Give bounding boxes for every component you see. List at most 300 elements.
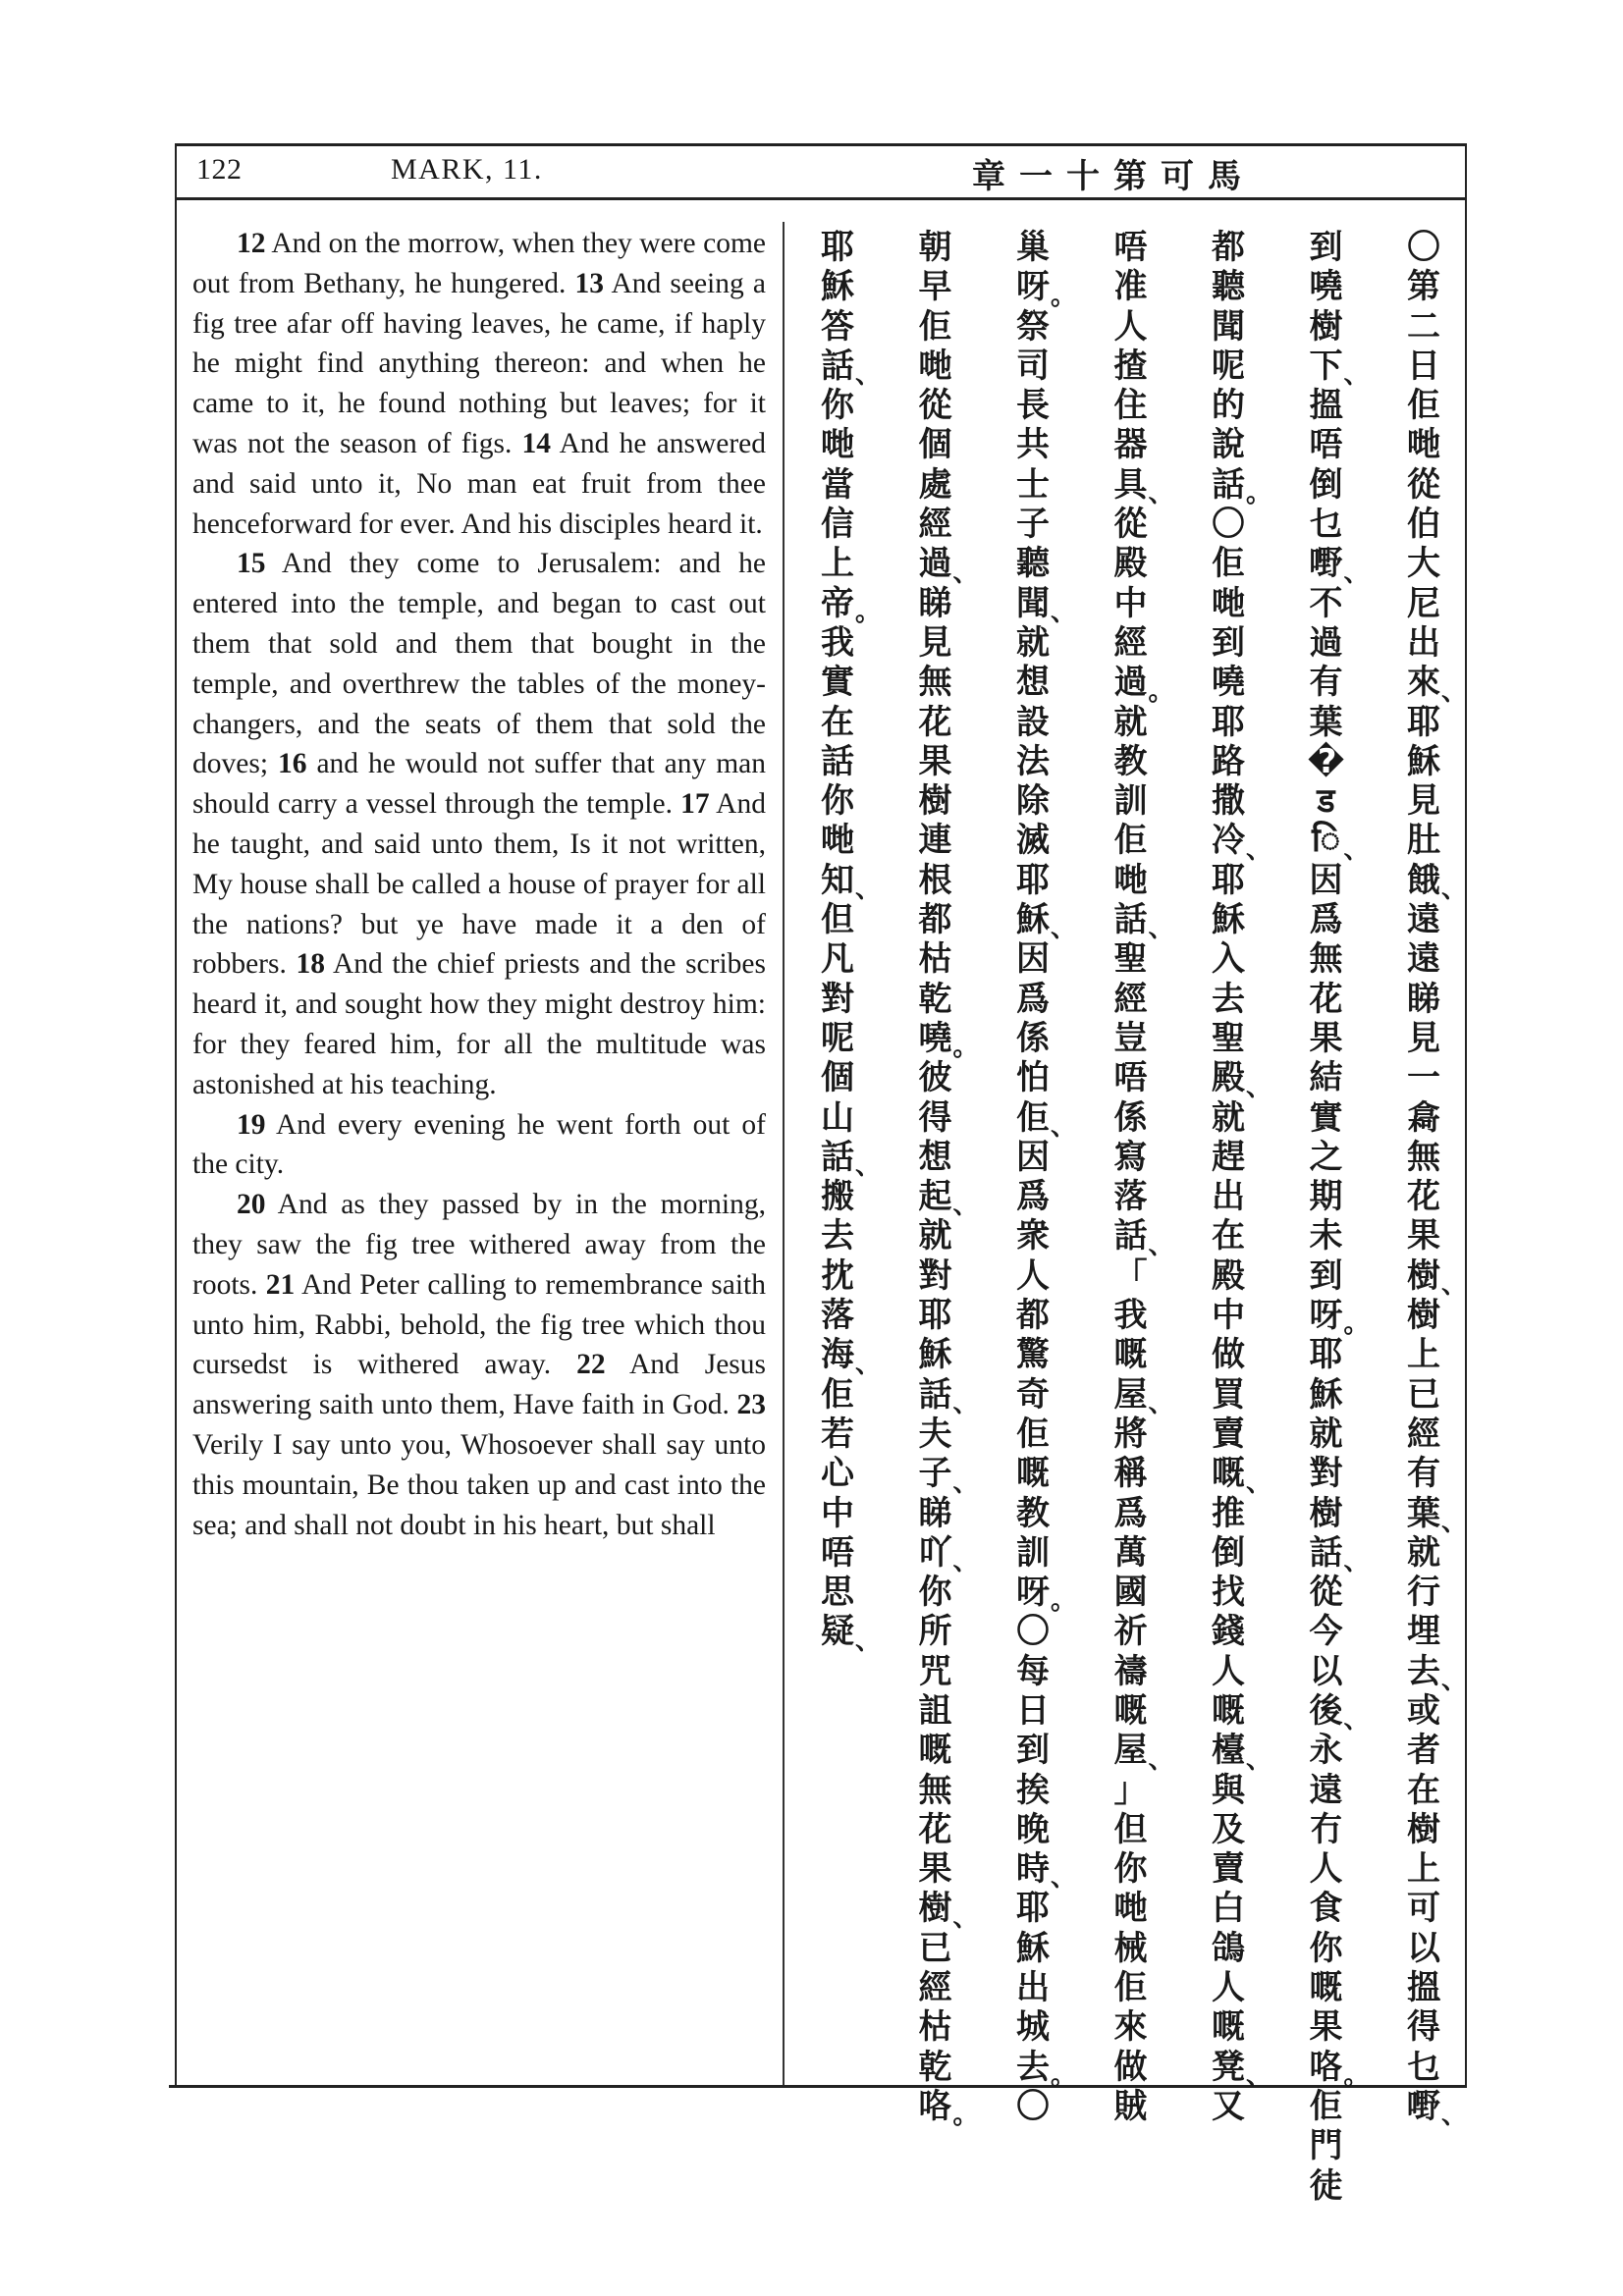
chinese-character: 子 、 xyxy=(918,1454,979,1498)
chinese-character: 去 、 xyxy=(1407,1651,1468,1695)
chinese-character: 果 xyxy=(918,741,952,781)
punctuation-mark: 、 xyxy=(1051,1111,1077,1142)
chinese-character: 彼 xyxy=(918,1058,952,1098)
chinese-character: 有 xyxy=(1309,663,1343,703)
chinese-character: 第 xyxy=(1407,267,1440,307)
chinese-character: 耶 xyxy=(1407,702,1440,742)
chinese-character: 除 xyxy=(1016,781,1050,822)
chinese-character: 朝 xyxy=(918,228,952,267)
chinese-character: 將 xyxy=(1113,1414,1148,1454)
chinese-character: 但 xyxy=(1113,1809,1148,1849)
chinese-character: 思 xyxy=(821,1573,854,1613)
chinese-character: 結 xyxy=(1309,1058,1343,1098)
chinese-character: 搵 xyxy=(1309,386,1343,426)
chinese-character: 因 xyxy=(1016,939,1050,980)
chinese-character: 耶 xyxy=(821,228,854,267)
punctuation-mark: 、 xyxy=(855,360,882,391)
chinese-character: 趕 xyxy=(1212,1137,1245,1177)
verse-number: 14 xyxy=(521,427,552,459)
chinese-character: 揸 xyxy=(1113,346,1148,386)
punctuation-mark: 、 xyxy=(952,1468,979,1498)
chinese-character: 有 xyxy=(1407,1454,1440,1494)
chinese-character: 在 xyxy=(1407,1770,1440,1810)
chinese-character: 當 xyxy=(821,464,854,505)
chinese-character: 之 xyxy=(1309,1137,1343,1177)
chinese-character: 門 xyxy=(1309,2126,1343,2166)
chinese-character: 話 、 xyxy=(821,346,882,391)
chinese-column xyxy=(1111,228,1174,2126)
verse-text: And he answered and said unto it, No man eat fruit from thee henceforward for ever. And his disciples heard it. xyxy=(192,427,766,540)
chinese-character: 又 xyxy=(1212,2086,1245,2126)
chinese-character: 豈 xyxy=(1113,1018,1148,1058)
verse-text: And he taught, and said unto them, Is it not written, My house shall be called a house of prayer for all the nations? but ye have made it a den of robbers. xyxy=(192,788,766,981)
punctuation-mark: 、 xyxy=(1343,558,1370,588)
chinese-character: 起 、 xyxy=(918,1177,979,1221)
punctuation-mark: 。 xyxy=(952,1033,979,1063)
chinese-character: 聽 xyxy=(1016,544,1050,584)
chinese-character: 耶 xyxy=(1309,1335,1343,1375)
english-paragraph xyxy=(192,224,766,544)
chinese-character: 穌 、 xyxy=(1016,900,1077,944)
chinese-character: 抌 xyxy=(821,1255,854,1296)
chinese-character: 凡 xyxy=(821,939,854,980)
chinese-character: 衆 xyxy=(1016,1216,1050,1256)
chinese-character: 永 xyxy=(1309,1731,1343,1771)
chinese-character: 「 xyxy=(1113,1255,1148,1296)
chinese-character: 訓 xyxy=(1016,1532,1050,1573)
chinese-character: 耶 xyxy=(1016,860,1050,900)
chinese-character: 過 、 xyxy=(918,544,979,588)
chinese-character: 從 xyxy=(1113,505,1148,545)
chinese-character: 教 xyxy=(1113,741,1148,781)
chinese-character: 經 xyxy=(1113,979,1148,1019)
chinese-character: 上 xyxy=(821,544,854,584)
chinese-character: 賣 xyxy=(1212,1849,1245,1890)
chinese-character: 搬 xyxy=(821,1177,854,1217)
header-rule xyxy=(175,197,1467,200)
chinese-character: 見 xyxy=(918,622,952,663)
chinese-character: 乾 xyxy=(918,979,952,1019)
punctuation-mark: 、 xyxy=(1051,1863,1077,1894)
chinese-character: 者 xyxy=(1407,1731,1440,1771)
verse-text: And the chief priests and the scribes heard it, and sought how they might destroy him: for they feared him, for all the multitude was astonished at his teaching. xyxy=(192,948,766,1100)
chinese-character: 爲 xyxy=(1016,979,1050,1019)
chinese-character: 殿 xyxy=(1212,1255,1245,1296)
chinese-character: 嘅 xyxy=(1113,1335,1148,1375)
chinese-character: 或 xyxy=(1407,1690,1440,1731)
chinese-character: 的 xyxy=(1212,386,1245,426)
chinese-character: 想 xyxy=(918,1137,952,1177)
punctuation-mark: 、 xyxy=(1343,834,1370,865)
chinese-character: 花 xyxy=(918,1809,952,1849)
chinese-character: 就 xyxy=(1113,702,1148,742)
chinese-character: 話 、 xyxy=(1113,1216,1174,1260)
chinese-character: 果 xyxy=(918,1849,952,1890)
chinese-character: 穌 xyxy=(1016,1928,1050,1968)
chinese-character: 你 xyxy=(1113,1849,1148,1890)
verse-text: And they come to Jerusalem: and he entered into the temple, and began to cast out them that sold and them that bought in the temple, and overthrew the tables of the money-changers, and the seats of them that sold the doves; xyxy=(192,548,766,780)
chinese-character: 推 xyxy=(1212,1493,1245,1533)
chinese-character: 每 xyxy=(1016,1651,1050,1691)
chinese-character: 聖 xyxy=(1212,1018,1245,1058)
punctuation-mark: 、 xyxy=(1246,1468,1272,1498)
verse-number: 18 xyxy=(296,948,325,981)
chinese-character: 爲 xyxy=(1309,900,1343,940)
chinese-character: 驚 xyxy=(1016,1335,1050,1375)
chinese-character: 我 xyxy=(821,622,854,663)
chinese-character: 嘅 、 xyxy=(1212,1454,1272,1498)
chinese-character: 從 xyxy=(1309,1573,1343,1613)
punctuation-mark: 、 xyxy=(855,875,882,905)
chinese-chapter-title: 章一十第可馬 xyxy=(972,157,1255,196)
chinese-column xyxy=(916,228,979,2131)
chinese-character: 耶 xyxy=(1212,702,1245,742)
punctuation-mark: 、 xyxy=(1051,914,1077,944)
chinese-character: 樹 xyxy=(1309,306,1343,347)
chinese-text-area xyxy=(800,228,1468,2206)
chinese-character: 嘵 。 xyxy=(918,1018,979,1063)
chinese-character: 因 xyxy=(1309,860,1343,900)
chinese-character: 械 xyxy=(1113,1928,1148,1968)
chinese-character: 耶 xyxy=(1212,860,1245,900)
chinese-character: 嘅 xyxy=(1309,1968,1343,2008)
chinese-character: 咯 。 xyxy=(1309,2047,1370,2091)
verse-text: And every evening he went forth out of the city. xyxy=(192,1108,766,1181)
chinese-character: 來 xyxy=(1113,2007,1148,2048)
chinese-character: 大 xyxy=(1407,544,1440,584)
chinese-character: 人 xyxy=(1309,1849,1343,1890)
chinese-character: 答 xyxy=(821,306,854,347)
chinese-character: 睇 xyxy=(918,1493,952,1533)
punctuation-mark: 、 xyxy=(855,1349,882,1379)
verse-number: 15 xyxy=(237,548,266,580)
chinese-character: 對 xyxy=(821,979,854,1019)
chinese-character: 就 xyxy=(918,1216,952,1256)
verse-text: And on the morrow, when they were come out from Bethany, he hungered. xyxy=(192,228,766,299)
chinese-character: 伯 xyxy=(1407,505,1440,545)
chinese-character: 實 xyxy=(821,663,854,703)
chinese-character: 經 xyxy=(1407,1414,1440,1454)
punctuation-mark: 、 xyxy=(952,1388,979,1418)
chinese-character: 怕 xyxy=(1016,1058,1050,1098)
punctuation-mark: 、 xyxy=(855,1151,882,1182)
chinese-character: 穌 xyxy=(918,1335,952,1375)
chinese-character: 具 、 xyxy=(1113,464,1174,509)
punctuation-mark: 、 xyxy=(952,1902,979,1933)
chinese-character: 禱 xyxy=(1113,1651,1148,1691)
chinese-character: 夫 xyxy=(918,1414,952,1454)
punctuation-mark: 、 xyxy=(1246,2060,1272,2091)
chinese-character: 找 xyxy=(1212,1573,1245,1613)
chinese-character: 穌 xyxy=(1309,1374,1343,1415)
chinese-character: 話 、 xyxy=(1113,900,1174,944)
chinese-character: 因 xyxy=(1016,1137,1050,1177)
chinese-character: 嘅 xyxy=(1212,1690,1245,1731)
chinese-character: 到 xyxy=(1309,228,1343,267)
chinese-character: 耶 xyxy=(918,1296,952,1336)
chinese-character: 住 xyxy=(1113,386,1148,426)
chinese-character: 話 xyxy=(821,741,854,781)
chinese-character: 可 xyxy=(1407,1889,1440,1929)
chinese-character: 睇 xyxy=(918,583,952,623)
verse-number: 19 xyxy=(237,1108,266,1141)
chinese-character: 佢 xyxy=(1113,1968,1148,2008)
chinese-character: 肚 xyxy=(1407,821,1440,861)
chinese-character: ड xyxy=(1317,781,1335,822)
chinese-character: 祭 xyxy=(1016,306,1050,347)
chinese-character: 人 xyxy=(1212,1968,1245,2008)
punctuation-mark: 。 xyxy=(1246,479,1272,509)
chinese-character: 嘢 、 xyxy=(1309,544,1370,588)
chinese-character: 無 xyxy=(918,1770,952,1810)
chinese-character: 」 xyxy=(1113,1770,1148,1810)
chinese-character: 經 xyxy=(1113,622,1148,663)
chinese-character: 嘅 xyxy=(1016,1454,1050,1494)
chinese-character: 經 xyxy=(918,505,952,545)
punctuation-mark: 。 xyxy=(1051,1586,1077,1617)
punctuation-mark: 、 xyxy=(1343,1547,1370,1577)
chinese-character: 出 xyxy=(1016,1968,1050,2008)
chinese-character: 疑 、 xyxy=(821,1612,882,1656)
verse-number: 16 xyxy=(278,748,307,780)
chinese-character: 唔 xyxy=(1309,425,1343,465)
chinese-character: 就 xyxy=(1016,622,1050,663)
punctuation-mark: 、 xyxy=(1148,479,1174,509)
chinese-character: 撒 xyxy=(1212,781,1245,822)
chinese-character: 訓 xyxy=(1113,781,1148,822)
chinese-character: 嘅 xyxy=(1113,1690,1148,1731)
chinese-character: 樹 、 xyxy=(1407,1255,1468,1301)
chinese-character: 乾 xyxy=(918,2047,952,2087)
chinese-column xyxy=(1209,228,1272,2126)
punctuation-mark: 。 xyxy=(1051,281,1077,311)
chinese-character: 個 xyxy=(821,1058,854,1098)
chinese-character: 個 xyxy=(918,425,952,465)
chinese-character: 人 xyxy=(1016,1255,1050,1296)
chinese-character: 樹 xyxy=(918,781,952,822)
chinese-character: 到 xyxy=(1016,1731,1050,1771)
chinese-character: 賣 xyxy=(1212,1414,1245,1454)
chinese-character: 子 xyxy=(1016,505,1050,545)
chinese-character: 遠 xyxy=(1407,939,1440,980)
chinese-character: 祈 xyxy=(1113,1612,1148,1652)
chinese-character: 爲 xyxy=(1113,1493,1148,1533)
chinese-character: 呢 xyxy=(821,1018,854,1058)
chinese-character: 聖 xyxy=(1113,939,1148,980)
chinese-character: 食 xyxy=(1309,1889,1343,1929)
chinese-character: 葉 、 xyxy=(1407,1493,1468,1537)
chinese-character: 爲 xyxy=(1016,1177,1050,1217)
verse-text: And as they passed by in the morning, they saw the fig tree withered away from the roots. xyxy=(192,1189,766,1301)
chinese-character: 一 xyxy=(1407,1058,1440,1098)
chinese-character: 從 xyxy=(1407,464,1440,505)
punctuation-mark: 、 xyxy=(1343,1705,1370,1735)
chinese-character: 落 xyxy=(821,1296,854,1336)
chinese-character: 在 xyxy=(1212,1216,1245,1256)
chinese-character: 唔 xyxy=(1113,228,1148,267)
chinese-character: 及 xyxy=(1212,1809,1245,1849)
chinese-character: 法 xyxy=(1016,741,1050,781)
chinese-character: 已 xyxy=(918,1928,952,1968)
punctuation-mark: 、 xyxy=(1051,597,1077,627)
chinese-character: 葉 xyxy=(1309,702,1343,742)
chinese-character: 萬 xyxy=(1113,1532,1148,1573)
chinese-character: 呀 。 xyxy=(1016,1573,1077,1617)
punctuation-mark: 、 xyxy=(1343,360,1370,391)
chinese-character: 稱 xyxy=(1113,1454,1148,1494)
chinese-character: 乜 xyxy=(1309,505,1343,545)
english-paragraph xyxy=(192,1105,766,1186)
chinese-character: 殿 、 xyxy=(1212,1058,1272,1102)
chinese-character: 冇 xyxy=(1309,1809,1343,1849)
verse-text: And seeing a fig tree afar off having leaves, he came, if haply he might find anything thereon: and when he came to it, he found nothing but leaves; for it was not the season of figs. xyxy=(192,267,766,459)
chinese-character: 過 xyxy=(1309,622,1343,663)
chinese-character: 哋 xyxy=(918,346,952,386)
chinese-character: 佢 、 xyxy=(1016,1097,1077,1142)
chinese-character: 樹 、 xyxy=(918,1889,979,1933)
chinese-character: 賊 xyxy=(1113,2086,1148,2126)
chinese-character: 器 xyxy=(1113,425,1148,465)
chinese-character: 寫 xyxy=(1113,1137,1148,1177)
chinese-character: 話 、 xyxy=(1309,1532,1370,1577)
chinese-character: 鴿 xyxy=(1212,1928,1245,1968)
chinese-character: 花 xyxy=(1309,979,1343,1019)
chinese-character: 係 xyxy=(1016,1018,1050,1058)
chinese-character: 無 xyxy=(918,663,952,703)
chinese-character: 以 xyxy=(1407,1928,1440,1968)
punctuation-mark: 、 xyxy=(1246,1744,1272,1775)
punctuation-mark: 、 xyxy=(952,1191,979,1221)
punctuation-mark: 、 xyxy=(952,1547,979,1577)
chinese-character: 設 xyxy=(1016,702,1050,742)
chinese-character: 滅 xyxy=(1016,821,1050,861)
chinese-character: 哋 xyxy=(1407,425,1440,465)
chinese-character: 佢 xyxy=(918,306,952,347)
chinese-character: 嘢 、 xyxy=(1407,2086,1468,2131)
chinese-character: 就 xyxy=(1212,1097,1245,1138)
chinese-character: 搵 xyxy=(1407,1968,1440,2008)
english-paragraph xyxy=(192,1185,766,1545)
chinese-character: 入 xyxy=(1212,939,1245,980)
chinese-character: 嘅 xyxy=(918,1731,952,1771)
book-chapter-title: MARK, 11. xyxy=(391,153,543,186)
punctuation-mark: 、 xyxy=(1441,676,1468,707)
chinese-character: 都 xyxy=(1212,228,1245,267)
chinese-character: 奇 xyxy=(1016,1374,1050,1415)
chinese-character: 詛 xyxy=(918,1690,952,1731)
chinese-character: 樹 xyxy=(1407,1809,1440,1849)
chinese-character: 得 xyxy=(918,1097,952,1138)
punctuation-mark: 。 xyxy=(1343,1309,1370,1340)
verse-text: Verily I say unto you, Whosoever shall say unto this mountain, Be thou taken up and cast into the sea; and shall not doubt in his heart, but shall xyxy=(192,1428,766,1541)
chinese-character: 做 xyxy=(1212,1335,1245,1375)
chinese-character: 佢 xyxy=(1016,1414,1050,1454)
chinese-character: 聽 xyxy=(1212,267,1245,307)
chinese-character: 時 、 xyxy=(1016,1849,1077,1894)
chinese-character: 見 xyxy=(1407,781,1440,822)
chinese-character: 二 xyxy=(1407,306,1440,347)
chinese-character: 根 xyxy=(918,860,952,900)
chinese-character: 過 。 xyxy=(1113,663,1174,707)
chinese-character: 日 xyxy=(1016,1690,1050,1731)
chinese-character: 咒 xyxy=(918,1651,952,1691)
chinese-character: 到 xyxy=(1212,622,1245,663)
chinese-character: 後 、 xyxy=(1309,1690,1370,1735)
chinese-character: 咯 。 xyxy=(918,2086,979,2131)
chinese-character: 落 xyxy=(1113,1177,1148,1217)
chinese-character: 錢 xyxy=(1212,1612,1245,1652)
chinese-character: 哋 xyxy=(821,425,854,465)
english-text-column xyxy=(192,224,766,1545)
verse-number: 20 xyxy=(237,1189,266,1221)
chinese-character: 你 xyxy=(821,386,854,426)
chinese-character: 樹 xyxy=(1407,1296,1440,1336)
chinese-character: 處 xyxy=(918,464,952,505)
chinese-character: 冷 、 xyxy=(1212,821,1272,865)
chinese-character: 路 xyxy=(1212,741,1245,781)
chinese-character: 若 xyxy=(821,1414,854,1454)
chinese-character: 耶 xyxy=(1016,1889,1050,1929)
chinese-character: 買 xyxy=(1212,1374,1245,1415)
chinese-character: 嘵 xyxy=(1212,663,1245,703)
chinese-character: 〇 xyxy=(1407,228,1440,267)
punctuation-mark: 。 xyxy=(1148,676,1174,707)
chinese-character: 呢 xyxy=(1212,346,1245,386)
chinese-character: 對 xyxy=(1309,1454,1343,1494)
chinese-character: 城 xyxy=(1016,2007,1050,2048)
chinese-character: 知 、 xyxy=(821,860,882,905)
chinese-character: 凳 、 xyxy=(1212,2047,1272,2091)
punctuation-mark: 、 xyxy=(1441,1270,1468,1301)
verse-text: And Jesus answering saith unto them, Have faith in God. xyxy=(192,1349,766,1421)
chinese-character: 上 xyxy=(1407,1335,1440,1375)
chinese-character: 不 xyxy=(1309,583,1343,623)
chinese-character: 佢 xyxy=(821,1374,854,1415)
chinese-character: 遠 xyxy=(1309,1770,1343,1810)
chinese-character: 從 xyxy=(918,386,952,426)
chinese-character: 穌 xyxy=(821,267,854,307)
chinese-character: 都 xyxy=(918,900,952,940)
column-divider xyxy=(783,222,784,2085)
chinese-character: 哋 xyxy=(821,821,854,861)
chinese-character: 准 xyxy=(1113,267,1148,307)
chinese-character: 得 xyxy=(1407,2007,1440,2048)
punctuation-mark: 、 xyxy=(1441,875,1468,905)
chinese-character: 長 xyxy=(1016,386,1050,426)
chinese-character: 對 xyxy=(918,1255,952,1296)
chinese-character: 尼 xyxy=(1407,583,1440,623)
chinese-character: 無 xyxy=(1309,939,1343,980)
chinese-character: 聞 、 xyxy=(1016,583,1077,627)
punctuation-mark: 、 xyxy=(1441,1507,1468,1537)
chinese-character: 哋 xyxy=(1212,583,1245,623)
chinese-character: 倒 xyxy=(1212,1532,1245,1573)
chinese-character: 埋 xyxy=(1407,1612,1440,1652)
chinese-character: 殿 xyxy=(1113,544,1148,584)
punctuation-mark: 。 xyxy=(855,597,882,627)
chinese-character: 出 xyxy=(1407,622,1440,663)
chinese-character: 國 xyxy=(1113,1573,1148,1613)
chinese-character: 佢 xyxy=(1212,544,1245,584)
chinese-character: 屋 、 xyxy=(1113,1731,1174,1775)
chinese-character: 行 xyxy=(1407,1573,1440,1613)
chinese-character: 挨 xyxy=(1016,1770,1050,1810)
chinese-character: 與 xyxy=(1212,1770,1245,1810)
chinese-character: 穌 xyxy=(1212,900,1245,940)
punctuation-mark: 、 xyxy=(952,558,979,588)
chinese-character: 餓 、 xyxy=(1407,860,1468,905)
punctuation-mark: 、 xyxy=(1148,1388,1174,1418)
